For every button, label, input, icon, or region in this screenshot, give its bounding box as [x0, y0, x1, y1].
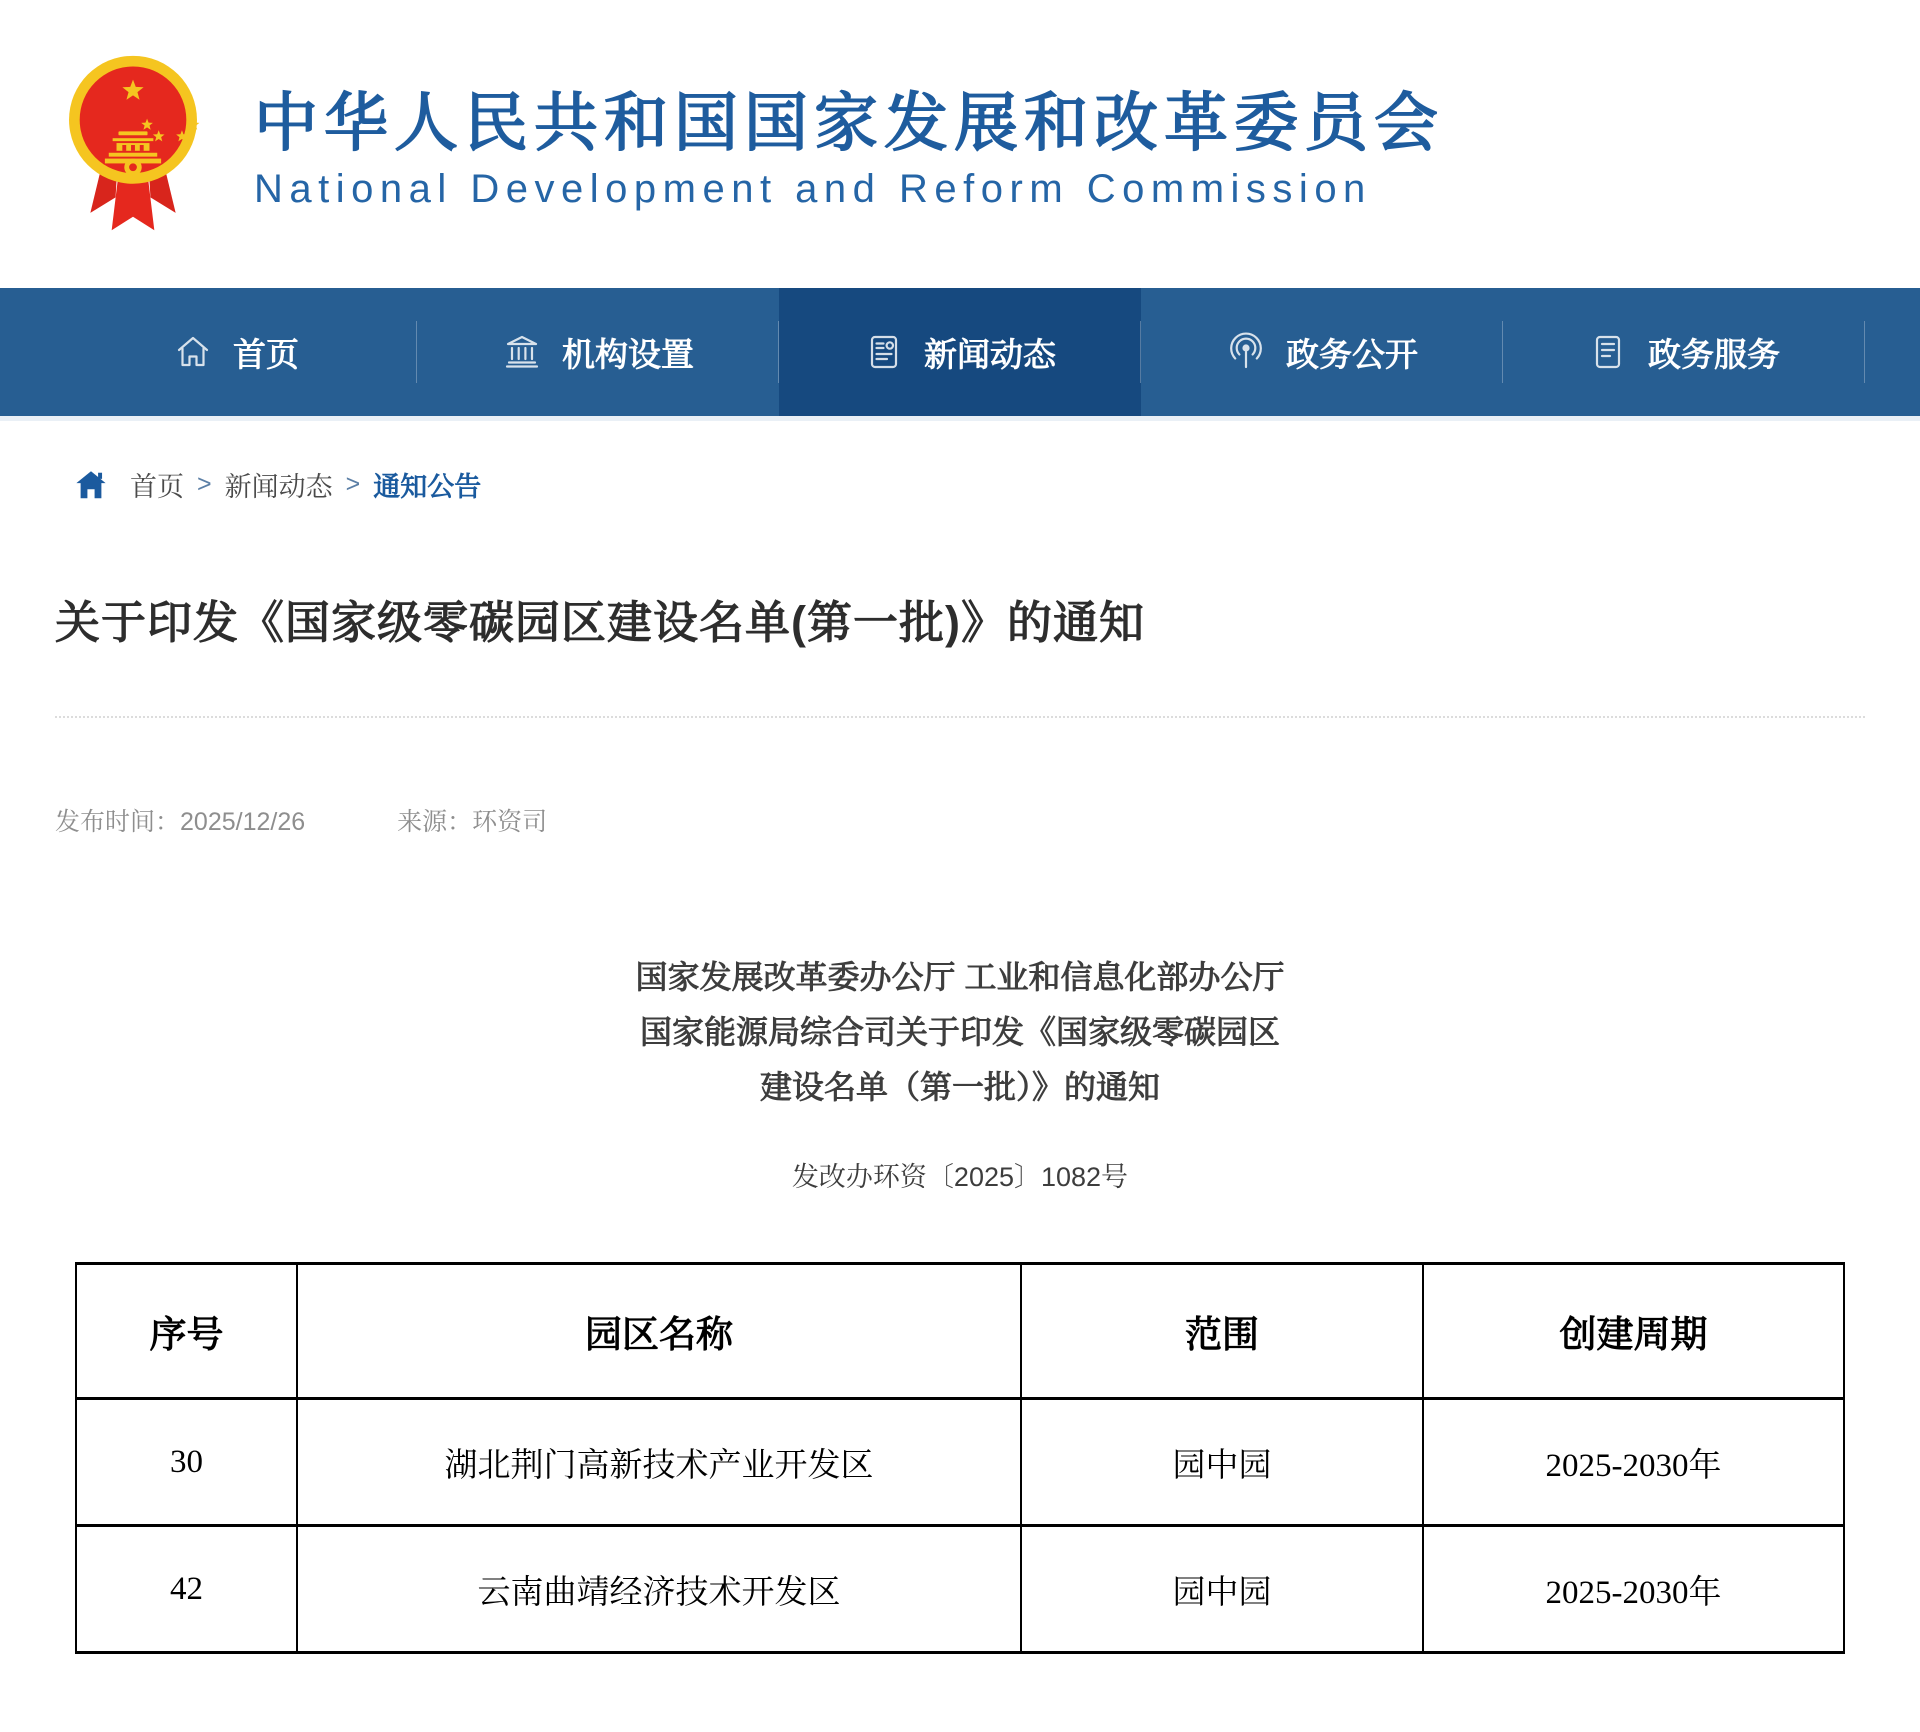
nav-item-label: 政务公开 [1286, 335, 1418, 373]
document-heading-line-3: 建设名单（第一批）》的通知 [759, 1069, 1160, 1105]
col-header-index: 序号 [76, 1264, 297, 1399]
news-icon [864, 332, 904, 372]
breadcrumb-item-current[interactable]: 通知公告 [373, 472, 482, 502]
nav-item-organization[interactable] [417, 288, 779, 416]
nav-item-label: 首页 [233, 335, 299, 373]
nav-item-label: 新闻动态 [924, 335, 1056, 373]
document-number: 发改办环资〔2025〕1082号 [791, 1162, 1129, 1192]
site-title-block [254, 50, 1444, 212]
source-value: 环资司 [472, 808, 548, 836]
parks-table [75, 1262, 1845, 1654]
services-icon [1588, 332, 1628, 372]
breadcrumb-item-home[interactable]: 首页 [130, 472, 184, 502]
article-meta [55, 802, 1865, 838]
site-logo-link[interactable] [58, 50, 1444, 240]
broadcast-icon [1226, 332, 1266, 372]
nav-item-home[interactable] [55, 288, 417, 416]
nav-item-public-info[interactable] [1141, 288, 1503, 416]
page-title: 关于印发《国家级零碳园区建设名单(第一批)》的通知 [55, 597, 1145, 648]
home-icon [173, 332, 213, 372]
site-title-zh: 中华人民共和国国家发展和改革委员会 [254, 87, 1444, 159]
breadcrumb [0, 421, 1920, 504]
col-header-scope: 范围 [1021, 1264, 1423, 1399]
cell-index: 42 [76, 1526, 297, 1653]
cell-scope: 园中园 [1021, 1526, 1423, 1653]
cell-scope: 园中园 [1021, 1399, 1423, 1526]
main-nav [0, 288, 1920, 416]
col-header-name: 园区名称 [297, 1264, 1021, 1399]
nav-item-label: 政务服务 [1648, 335, 1780, 373]
site-header [0, 0, 1920, 288]
institution-icon [502, 332, 542, 372]
nav-item-news[interactable] [779, 288, 1141, 416]
publish-time-label: 发布时间： [55, 808, 181, 836]
cell-name: 湖北荆门高新技术产业开发区 [297, 1399, 1021, 1526]
publish-time-value: 2025/12/26 [180, 808, 306, 836]
table-row [76, 1526, 1844, 1653]
document-heading-line-2: 国家能源局综合司关于印发《国家级零碳园区 [639, 1014, 1280, 1050]
article [0, 596, 1920, 1654]
nav-item-services[interactable] [1503, 288, 1865, 416]
national-emblem-icon [58, 50, 208, 240]
nav-items [55, 288, 1865, 416]
table-header-row [76, 1264, 1844, 1399]
table-row [76, 1399, 1844, 1526]
source-label: 来源： [397, 808, 473, 836]
breadcrumb-separator: > [197, 470, 212, 498]
breadcrumb-separator: > [345, 470, 361, 498]
cell-period: 2025-2030年 [1423, 1526, 1844, 1653]
document-heading [55, 950, 1865, 1115]
title-divider [55, 716, 1865, 718]
document-heading-line-1: 国家发展改革委办公厅 工业和信息化部办公厅 [635, 959, 1285, 995]
cell-name: 云南曲靖经济技术开发区 [297, 1526, 1021, 1653]
nav-item-label: 机构设置 [562, 335, 694, 373]
home-solid-icon[interactable] [74, 468, 108, 502]
col-header-period: 创建周期 [1423, 1264, 1844, 1399]
breadcrumb-item-news[interactable]: 新闻动态 [224, 472, 333, 502]
cell-period: 2025-2030年 [1423, 1399, 1844, 1526]
cell-index: 30 [76, 1399, 297, 1526]
site-title-en: National Development and Reform Commission [254, 167, 1372, 212]
